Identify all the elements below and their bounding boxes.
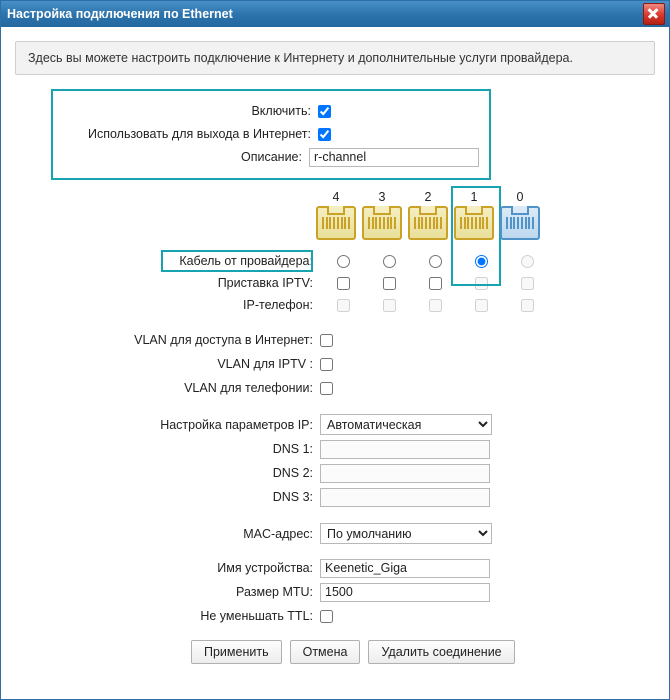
ip-phone-cell-2 xyxy=(412,299,458,312)
ethernet-jack-icon xyxy=(316,206,356,240)
close-icon[interactable] xyxy=(643,3,665,25)
provider-cable-radio-3[interactable] xyxy=(383,255,396,268)
ip-phone-cell-1 xyxy=(458,299,504,312)
iptv-checkbox-4[interactable] xyxy=(337,277,350,290)
port-number: 0 xyxy=(516,190,524,204)
ip-phone-cell-3 xyxy=(366,299,412,312)
provider-cable-cell-0 xyxy=(504,255,550,268)
vlan-iptv-row xyxy=(13,354,657,374)
dns3-label: DNS 3: xyxy=(272,490,313,504)
vlan-section xyxy=(13,330,657,664)
description-row xyxy=(53,147,479,167)
mtu-label: Размер MTU: xyxy=(236,585,313,599)
enable-group xyxy=(51,89,491,180)
port-1 xyxy=(451,206,497,240)
ip-phone-checkbox-4 xyxy=(337,299,350,312)
iptv-stb-label: Приставка IPTV: xyxy=(217,276,313,290)
dns2-input[interactable] xyxy=(320,464,490,483)
iptv-stb-row xyxy=(13,272,657,294)
ip-settings-row xyxy=(13,414,657,435)
iptv-checkbox-2[interactable] xyxy=(429,277,442,290)
apply-button[interactable]: Применить xyxy=(191,640,282,664)
dns3-input[interactable] xyxy=(320,488,490,507)
provider-cable-label-highlight xyxy=(161,250,313,272)
port-4 xyxy=(313,206,359,240)
mac-address-label: MAC-адрес: xyxy=(243,526,313,541)
dialog-content xyxy=(1,27,669,699)
dns1-input[interactable] xyxy=(320,440,490,459)
iptv-cell-3 xyxy=(366,277,412,290)
provider-cable-radio-1[interactable] xyxy=(475,255,488,268)
mtu-row xyxy=(13,582,657,602)
port-2 xyxy=(405,206,451,240)
port-number: 2 xyxy=(424,190,432,204)
port-number: 1 xyxy=(470,190,478,204)
use-internet-checkbox[interactable] xyxy=(318,128,331,141)
provider-cable-cell-1 xyxy=(458,255,504,268)
dns3-row xyxy=(13,487,657,507)
vlan-phone-label: VLAN для телефонии: xyxy=(184,381,313,395)
ip-settings-label: Настройка параметров IP: xyxy=(160,417,313,432)
provider-cable-radio-0 xyxy=(521,255,534,268)
mac-address-row xyxy=(13,523,657,544)
ip-settings-select[interactable] xyxy=(320,414,492,435)
port-number: 4 xyxy=(332,190,340,204)
cancel-button[interactable]: Отмена xyxy=(290,640,361,664)
window-title: Настройка подключения по Ethernet xyxy=(7,7,233,21)
vlan-iptv-label: VLAN для IPTV : xyxy=(217,357,313,371)
device-name-row xyxy=(13,558,657,578)
info-text: Здесь вы можете настроить подключение к Интернету и дополнительные услуги провайдера. xyxy=(15,41,655,75)
vlan-internet-row xyxy=(13,330,657,350)
mtu-input[interactable] xyxy=(320,583,490,602)
dns1-row xyxy=(13,439,657,459)
ip-phone-label: IP-телефон: xyxy=(243,298,313,312)
vlan-internet-label: VLAN для доступа в Интернет: xyxy=(134,333,313,347)
device-name-label: Имя устройства: xyxy=(217,561,313,575)
vlan-iptv-checkbox[interactable] xyxy=(320,358,333,371)
use-internet-row xyxy=(53,124,479,144)
port-0 xyxy=(497,206,543,240)
iptv-checkbox-3[interactable] xyxy=(383,277,396,290)
provider-cable-radio-2[interactable] xyxy=(429,255,442,268)
dns2-label: DNS 2: xyxy=(272,466,313,480)
ip-phone-checkbox-1 xyxy=(475,299,488,312)
vlan-internet-checkbox[interactable] xyxy=(320,334,333,347)
ip-phone-checkbox-2 xyxy=(429,299,442,312)
ip-phone-cell-0 xyxy=(504,299,550,312)
dns1-label: DNS 1: xyxy=(272,442,313,456)
ethernet-jack-icon xyxy=(500,206,540,240)
vlan-phone-row xyxy=(13,378,657,398)
ethernet-jack-icon xyxy=(454,206,494,240)
ip-phone-checkbox-0 xyxy=(521,299,534,312)
provider-cable-radio-4[interactable] xyxy=(337,255,350,268)
enable-label: Включить: xyxy=(251,104,311,118)
dns2-row xyxy=(13,463,657,483)
provider-cable-cell-3 xyxy=(366,255,412,268)
description-input[interactable] xyxy=(309,148,479,167)
ttl-row xyxy=(13,606,657,626)
provider-cable-cell-2 xyxy=(412,255,458,268)
use-internet-label: Использовать для выхода в Интернет: xyxy=(87,127,311,141)
iptv-cell-0 xyxy=(504,277,550,290)
dialog-buttons xyxy=(191,640,657,664)
title-bar xyxy=(1,1,669,27)
port-icons-row xyxy=(313,206,657,240)
enable-row xyxy=(53,101,479,121)
iptv-cell-4 xyxy=(320,277,366,290)
ports-section xyxy=(13,190,657,316)
port-3 xyxy=(359,206,405,240)
port-number: 3 xyxy=(378,190,386,204)
description-label: Описание: xyxy=(241,150,302,164)
iptv-checkbox-0 xyxy=(521,277,534,290)
ip-phone-row xyxy=(13,294,657,316)
vlan-phone-checkbox[interactable] xyxy=(320,382,333,395)
ethernet-jack-icon xyxy=(362,206,402,240)
ip-phone-cell-4 xyxy=(320,299,366,312)
enable-checkbox[interactable] xyxy=(318,105,331,118)
device-name-input[interactable] xyxy=(320,559,490,578)
ttl-label: Не уменьшать TTL: xyxy=(200,609,313,623)
delete-connection-button[interactable]: Удалить соединение xyxy=(368,640,514,664)
ip-phone-checkbox-3 xyxy=(383,299,396,312)
ethernet-jack-icon xyxy=(408,206,448,240)
provider-cable-label: Кабель от провайдера: xyxy=(179,254,313,268)
provider-cable-row xyxy=(13,250,657,272)
mac-address-select[interactable] xyxy=(320,523,492,544)
provider-cable-cell-4 xyxy=(320,255,366,268)
ttl-checkbox[interactable] xyxy=(320,610,333,623)
